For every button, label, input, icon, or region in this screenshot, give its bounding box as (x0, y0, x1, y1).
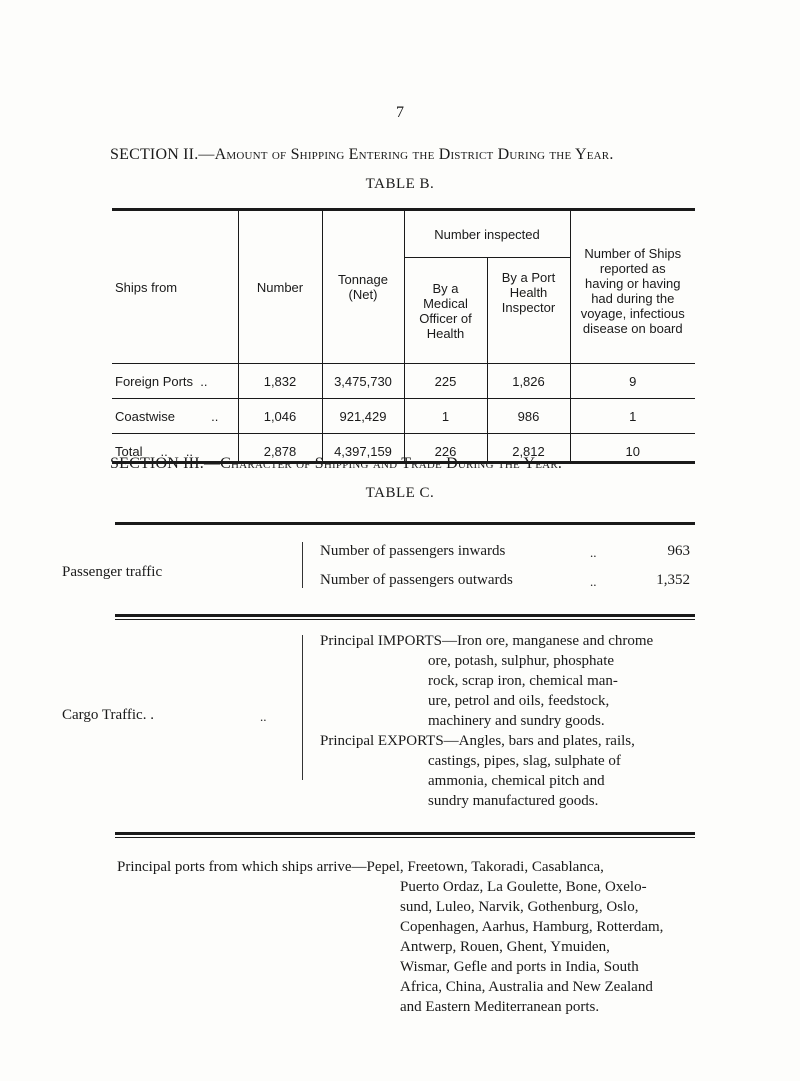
imports-line: ore, potash, sulphur, phosphate (428, 653, 615, 669)
header-mo-line4: Health (426, 325, 465, 341)
header-reported-line6: disease on board (582, 321, 683, 336)
header-mo-line2: Medical (423, 295, 468, 311)
header-phi-line3: Inspector (501, 300, 556, 315)
cell-reported: 1 (570, 399, 695, 434)
section-2-label: SECTION II. (110, 146, 199, 163)
header-reported-line2: reported as (599, 261, 666, 276)
row-leader: .. (200, 373, 208, 389)
ports-line: Copenhagen, Aarhus, Hamburg, Rotterdam, (400, 919, 664, 935)
exports-prefix: Principal EXPORTS—Angles, bars and plates, rails, (320, 733, 635, 749)
section-3-dash: — (203, 455, 221, 472)
header-mo-line3: Officer of (419, 310, 472, 326)
imports-line: ure, petrol and oils, feedstock, (428, 693, 610, 709)
section-3-title: Character of Shipping and Trade During the Year. (220, 455, 563, 472)
header-number: Number (238, 210, 322, 364)
passengers-outwards-value: 1,352 (656, 572, 690, 588)
header-ships-from: Ships from (112, 210, 238, 364)
header-reported (570, 210, 695, 364)
cell-number: 1,046 (238, 399, 322, 434)
exports-line: castings, pipes, slag, sulphate of (428, 753, 621, 769)
passengers-outwards-leader: .. (590, 574, 597, 589)
ports-line: Puerto Ordaz, La Goulette, Bone, Oxelo- (400, 879, 647, 895)
ports-line: Africa, China, Australia and New Zealand (400, 979, 653, 995)
row-from: Coastwise (115, 408, 175, 424)
header-reported-line1: Number of Ships (584, 246, 682, 261)
divider-middle (115, 614, 695, 617)
section-3-heading (110, 455, 710, 473)
cell-tonnage: 4,397,159 (322, 434, 404, 463)
table-row-foreign-ports (112, 364, 695, 399)
cargo-traffic-label: Cargo Traffic. . (62, 707, 154, 723)
cell-phi: 2,812 (487, 434, 570, 463)
cell-reported: 10 (570, 434, 695, 463)
header-by-medical-officer (404, 258, 487, 364)
passengers-inwards-label: Number of passengers inwards (320, 543, 506, 559)
passenger-traffic-label: Passenger traffic (62, 564, 163, 580)
imports-prefix: Principal IMPORTS—Iron ore, manganese and chrome (320, 633, 654, 649)
row-from: Foreign Ports (115, 373, 194, 389)
ports-line: sund, Luleo, Narvik, Gothenburg, Oslo, (400, 899, 639, 915)
row-leader: .. (211, 408, 219, 424)
header-tonnage-line1: Tonnage (338, 272, 388, 287)
row-label (112, 399, 238, 434)
table-c-title: TABLE C. (365, 485, 435, 501)
cargo-brace (302, 635, 311, 780)
cell-mo: 225 (404, 364, 487, 399)
ports-prefix: Principal ports from which ships arrive—Pepel, Freetown, Takoradi, Casablanca, (117, 859, 604, 875)
row-from: Total (115, 444, 143, 459)
cell-number: 2,878 (238, 434, 322, 463)
passengers-inwards-value: 963 (667, 543, 690, 559)
passenger-brace (302, 542, 311, 588)
imports-line: machinery and sundry goods. (428, 713, 605, 729)
header-tonnage (322, 210, 404, 364)
imports-line: rock, scrap iron, chemical man- (428, 673, 618, 689)
cell-mo: 1 (404, 399, 487, 434)
page-number: 7 (396, 104, 404, 121)
header-by-port-health-inspector (487, 258, 570, 364)
section-2-title: Amount of Shipping Entering the District During the Year. (214, 146, 614, 163)
ports-line: Wismar, Gefle and ports in India, South (400, 959, 639, 975)
passengers-inwards-leader: .. (590, 545, 597, 560)
divider-top (115, 522, 695, 525)
header-number-inspected: Number inspected (404, 210, 570, 258)
row-leader: .. .. (160, 444, 194, 459)
cell-number: 1,832 (238, 364, 322, 399)
ports-line: Antwerp, Rouen, Ghent, Ymuiden, (400, 939, 610, 955)
cell-tonnage: 921,429 (322, 399, 404, 434)
header-reported-line5: voyage, infectious (580, 306, 685, 321)
table-b (112, 208, 695, 464)
section-3-label: SECTION III. (110, 455, 204, 472)
divider-bottom (115, 832, 695, 835)
header-phi-line2: Health (509, 285, 548, 300)
exports-line: ammonia, chemical pitch and (428, 773, 605, 789)
row-label (112, 364, 238, 399)
cell-reported: 9 (570, 364, 695, 399)
cargo-traffic-leader: .. (260, 709, 267, 724)
cell-phi: 986 (487, 399, 570, 434)
table-row-coastwise (112, 399, 695, 434)
cell-phi: 1,826 (487, 364, 570, 399)
section-2-dash: — (198, 146, 215, 163)
exports-line: sundry manufactured goods. (428, 793, 599, 809)
header-reported-line4: had during the (591, 291, 675, 306)
cell-tonnage: 3,475,730 (322, 364, 404, 399)
divider-middle-thin (115, 619, 695, 620)
cell-mo: 226 (404, 434, 487, 463)
header-phi-line1: By a Port (501, 270, 556, 285)
header-mo-line1: By a (432, 280, 459, 296)
table-b-title: TABLE B. (365, 176, 435, 192)
ports-line: and Eastern Mediterranean ports. (400, 999, 600, 1015)
section-2-heading (110, 146, 710, 164)
passengers-outwards-label: Number of passengers outwards (320, 572, 513, 588)
header-tonnage-line2: (Net) (348, 287, 378, 302)
header-reported-line3: having or having (585, 276, 681, 291)
divider-bottom-thin (115, 837, 695, 838)
